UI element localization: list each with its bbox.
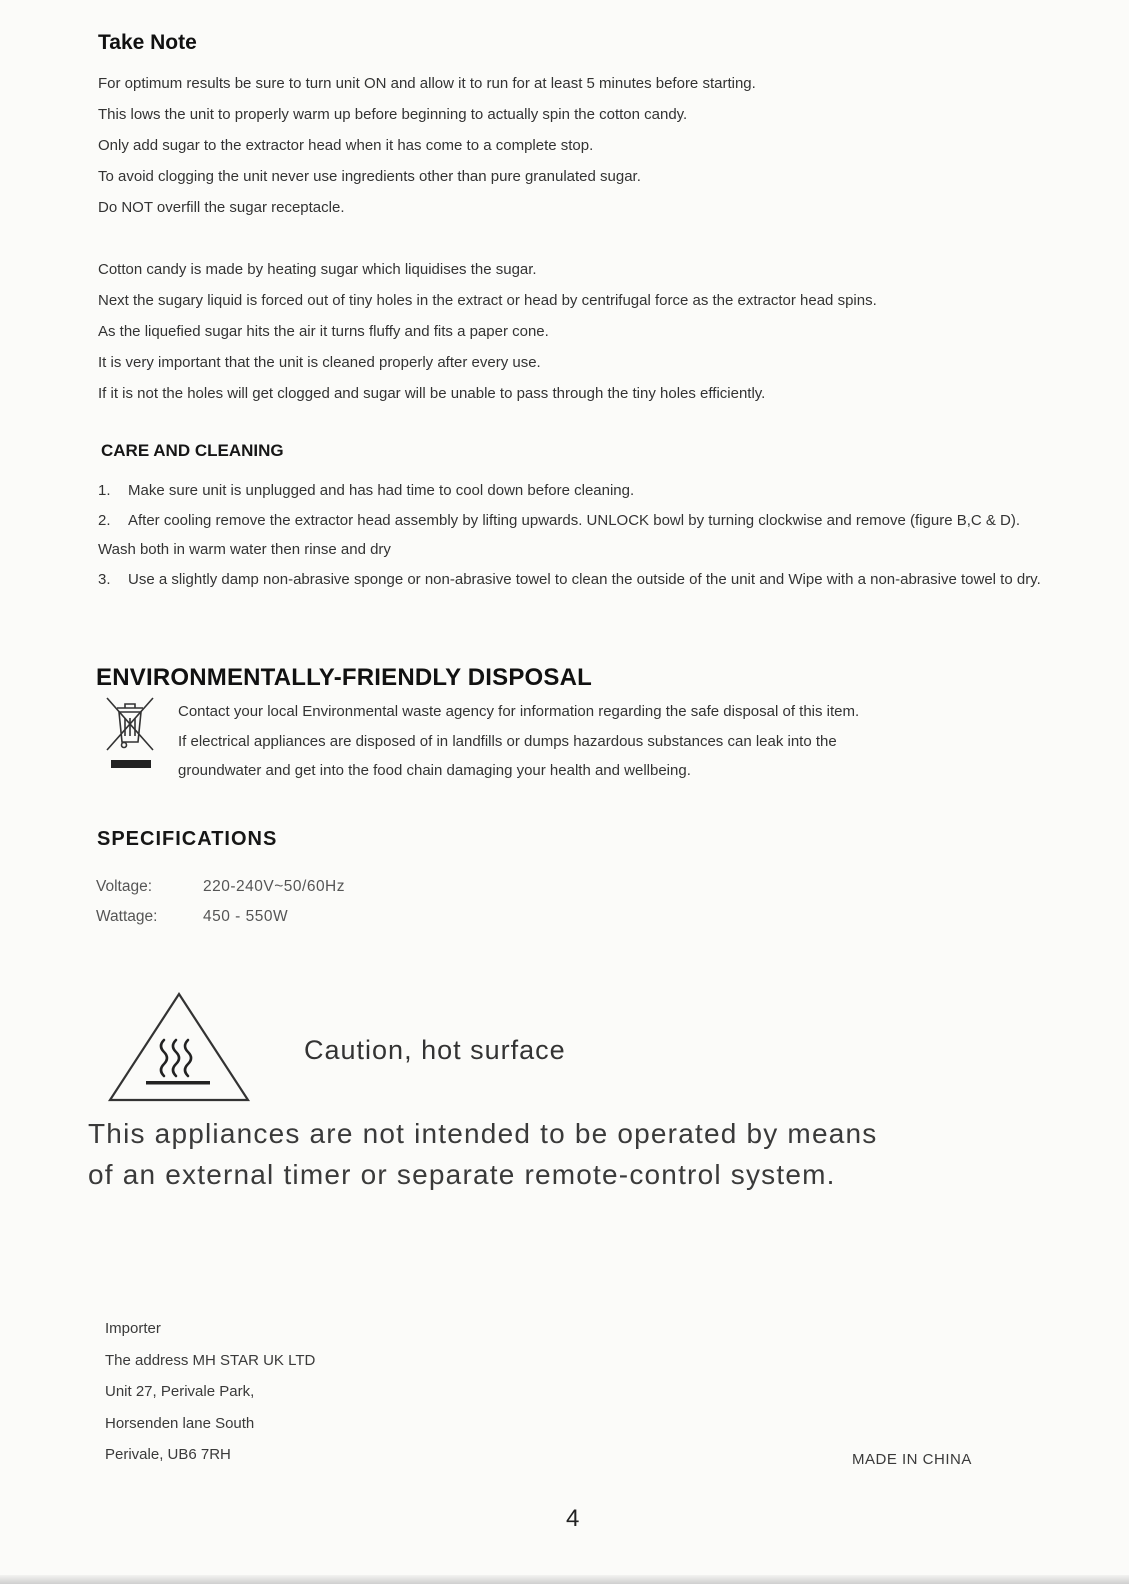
spec-value: 450 - 550W	[203, 908, 289, 925]
care-heading: CARE AND CLEANING	[101, 441, 284, 460]
caution-hot-surface-text: Caution, hot surface	[304, 1035, 566, 1065]
spec-row	[96, 902, 345, 932]
about-line: Next the sugary liquid is forced out of tiny holes in the extract or head by centrifugal force as the extractor head spins.	[98, 292, 877, 309]
spec-row	[96, 872, 345, 902]
crossed-out-wheelie-bin-icon	[103, 692, 159, 772]
disposal-line: If electrical appliances are disposed of in landfills or dumps hazardous substances can leak into the	[178, 732, 837, 750]
importer-line: The address MH STAR UK LTD	[105, 1351, 316, 1369]
importer-line: Unit 27, Perivale Park,	[105, 1383, 255, 1400]
importer-line: Importer	[105, 1320, 161, 1337]
spec-label: Wattage:	[96, 908, 158, 925]
care-item-number: 2.	[98, 511, 111, 529]
notice-line: of an external timer or separate remote-control system.	[88, 1159, 836, 1190]
care-item-number: 3.	[98, 570, 111, 588]
spec-label: Voltage:	[96, 878, 153, 895]
take-note-line: For optimum results be sure to turn unit ON and allow it to run for at least 5 minutes before starting.	[98, 75, 756, 92]
page-number: 4	[566, 1505, 580, 1532]
notice-line: This appliances are not intended to be operated by means	[88, 1118, 878, 1149]
made-in-label: MADE IN CHINA	[852, 1451, 972, 1468]
care-item-text: Use a slightly damp non-abrasive sponge or non-abrasive towel to clean the outside of the unit and Wipe with a non-abrasive towel to dry.	[128, 570, 1041, 588]
importer-line: Horsenden lane South	[105, 1414, 255, 1432]
spec-value: 220-240V~50/60Hz	[203, 878, 346, 895]
about-line: As the liquefied sugar hits the air it turns fluffy and fits a paper cone.	[98, 323, 549, 340]
take-note-paragraph	[98, 68, 756, 223]
care-item	[98, 476, 1058, 506]
cotton-candy-paragraph	[98, 254, 877, 409]
specifications-table	[96, 872, 345, 932]
care-item-text: Make sure unit is unplugged and has had time to cool down before cleaning.	[128, 482, 635, 499]
disposal-line: groundwater and get into the food chain damaging your health and wellbeing.	[178, 762, 691, 779]
take-note-line: This lows the unit to properly warm up before beginning to actually spin the cotton candy.	[98, 106, 688, 123]
take-note-line: Only add sugar to the extractor head when it has come to a complete stop.	[98, 137, 594, 154]
timer-notice	[88, 1113, 877, 1195]
importer-address	[105, 1313, 315, 1471]
about-line: Cotton candy is made by heating sugar which liquidises the sugar.	[98, 261, 537, 278]
about-line: It is very important that the unit is cleaned properly after every use.	[98, 354, 541, 371]
page-bottom-edge	[0, 1575, 1129, 1584]
care-item	[98, 565, 1058, 595]
about-line: If it is not the holes will get clogged and sugar will be unable to pass through the tiny holes efficiently.	[98, 385, 766, 402]
disposal-heading: ENVIRONMENTALLY-FRIENDLY DISPOSAL	[96, 664, 592, 691]
disposal-line: Contact your local Environmental waste agency for information regarding the safe disposal of this item.	[178, 703, 860, 720]
care-list	[98, 476, 1058, 594]
care-item-text: After cooling remove the extractor head assembly by lifting upwards. UNLOCK bowl by turning clockwise and remove (figure B,C & D). Wash both in warm water then rinse and dry	[98, 511, 1021, 558]
care-item-number: 1.	[98, 482, 111, 499]
importer-line: Perivale, UB6 7RH	[105, 1446, 231, 1463]
specifications-heading: SPECIFICATIONS	[97, 828, 278, 850]
take-note-heading: Take Note	[98, 31, 197, 54]
take-note-line: Do NOT overfill the sugar receptacle.	[98, 199, 345, 216]
take-note-line: To avoid clogging the unit never use ingredients other than pure granulated sugar.	[98, 168, 641, 185]
hot-surface-warning-icon	[106, 990, 252, 1106]
care-item	[98, 506, 1058, 565]
disposal-text	[178, 697, 859, 786]
